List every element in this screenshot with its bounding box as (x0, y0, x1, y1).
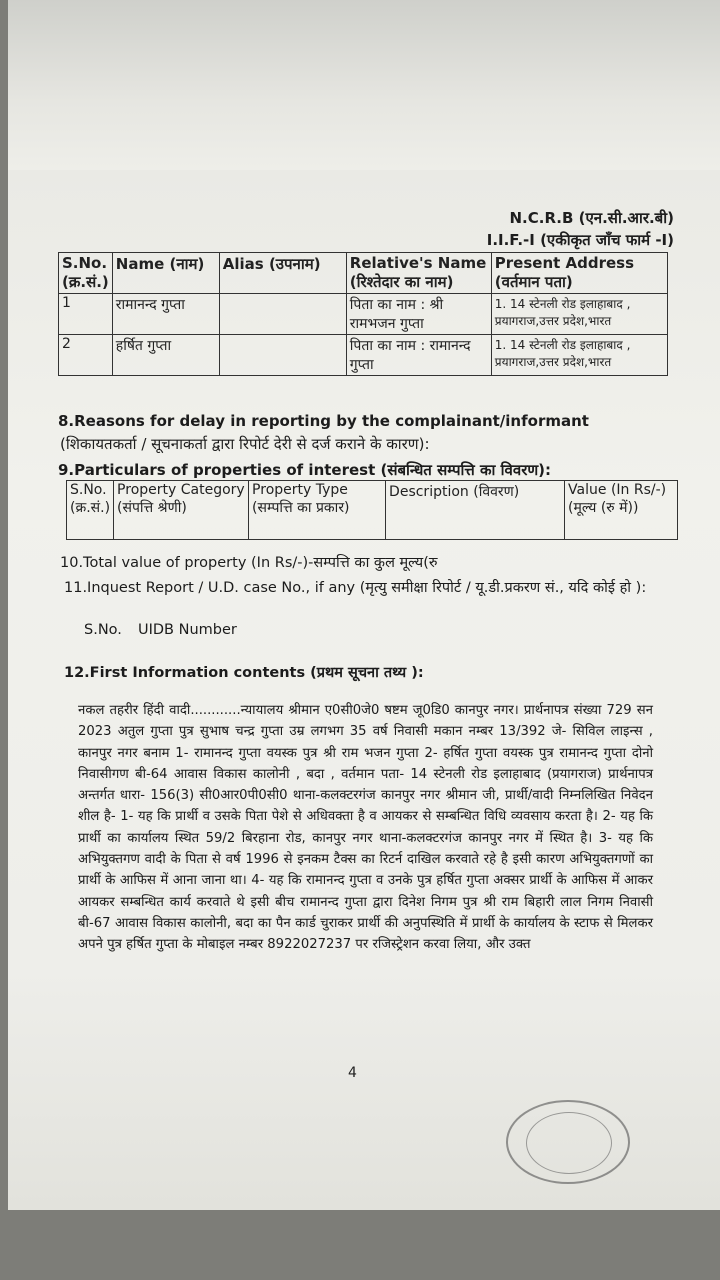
section-11-sno: S.No. (84, 622, 122, 638)
col-description: Description (विवरण) (386, 481, 565, 540)
table-row (59, 294, 668, 335)
cell-name: हर्षित गुप्ता (112, 335, 219, 376)
cell-alias (219, 294, 346, 335)
cell-relative: पिता का नाम : श्री रामभजन गुप्ता (346, 294, 491, 335)
iif-header: I.I.F.-I (एकीकृत जाँच फार्म -I) (486, 231, 674, 249)
cell-name: रामानन्द गुप्ता (112, 294, 219, 335)
official-seal-stamp (506, 1100, 630, 1184)
cell-sno: 1 (59, 294, 113, 335)
col-sno: S.No. (क्र.सं.) (59, 253, 113, 294)
page-number: 4 (348, 1065, 357, 1081)
section-12-title: 12.First Information contents (प्रथम सूचना तथ्य ): (64, 665, 424, 681)
section-11-uidb: UIDB Number (138, 622, 237, 638)
ncrb-header: N.C.R.B (एन.सी.आर.बी) (509, 209, 674, 227)
col-sno: S.No. (क्र.सं.) (67, 481, 114, 540)
cell-alias (219, 335, 346, 376)
accused-table (58, 252, 668, 376)
col-relative: Relative's Name (रिश्तेदार का नाम) (346, 253, 491, 294)
cell-address: 1. 14 स्टेनली रोड इलाहाबाद , प्रयागराज,उत्तर प्रदेश,भारत (491, 294, 667, 335)
cell-relative: पिता का नाम : रामानन्द गुप्ता (346, 335, 491, 376)
col-address: Present Address (वर्तमान पता) (491, 253, 667, 294)
document-page (8, 0, 720, 1210)
section-10: 10.Total value of property (In Rs/-)-सम्पत्ति का कुल मूल्य(रु (60, 555, 438, 571)
col-type: Property Type (सम्पत्ति का प्रकार) (249, 481, 386, 540)
table-row (59, 335, 668, 376)
section-11-title: 11.Inquest Report / U.D. case No., if any (मृत्यु समीक्षा रिपोर्ट / यू.डी.प्रकरण सं., यदि कोई हो ): (64, 580, 647, 596)
first-information-text: नकल तहरीर हिंदी वादी............न्यायालय श्रीमान ए0सी0जे0 षष्टम जू0डि0 कानपुर नगर। प्रार्थनापत्र संख्या 729 सन 2023 अतुल गुप्ता पुत्र सुभाष चन्द्र गुप्ता उम्र लगभग 35 वर्ष निवासी मकान नम्बर 13/392 जे- सिविल लाइन्स , कानपुर नगर बनाम 1- रामानन्द गुप्ता वयस्क पुत्र श्री राम भजन गुप्ता 2- हर्षित गुप्ता वयस्क पुत्र रामानन्द गुप्ता दोनो निवासीगण बी-64 आवास विकास कालोनी , बदा , वर्तमान पता- 14 स्टेनली रोड इलाहाबाद (प्रयागराज) प्रार्थनापत्र अन्तर्गत धारा- 156(3) सी0आर0पी0सी0 थाना-कलक्टरगंज कानपुर नगर श्रीमान जी, प्रार्थी/वादी निम्नलिखित निवेदन शील है- 1- यह कि प्रार्थी व उसके पिता पेशे से अधिवक्ता है व आयकर से सम्बन्धित विधि व्यवसाय करता है। 2- यह कि प्रार्थी का कार्यालय स्थित 59/2 बिरहाना रोड, कानपुर नगर थाना-कलक्टरगंज कानपुर नगर में स्थित है। 3- यह कि अभियुक्तगण वादी के पिता से वर्ष 1996 से इनकम टैक्स का रिटर्न दाखिल करवाते रहे है इसी कारण अभियुक्तगणों का प्रार्थी के आफिस में आना जाना था। 4- यह कि रामानन्द गुप्ता व उनके पुत्र हर्षित गुप्ता अक्सर प्रार्थी के आफिस में आकर आयकर सम्बन्धित कार्य करवाते थे इसी बीच रामानन्द गुप्ता द्वारा दिनेश निगम पुत्र श्री राम बिहारी लाल निगम निवासी बी-67 आवास विकास कालोनी, बदा का पैन कार्ड चुराकर प्रार्थी की अनुपस्थिति में प्रार्थी के कार्यालय के स्टाफ से मिलकर अपने पुत्र हर्षित गुप्ता के मोबाइल नम्बर 8922027237 पर रजिस्ट्रेशन करवा लिया, और उक्त (78, 703, 653, 953)
page-fold-shadow (8, 0, 720, 170)
cell-sno: 2 (59, 335, 113, 376)
section-8-subtitle: (शिकायतकर्ता / सूचनाकर्ता द्वारा रिपोर्ट देरी से दर्ज कराने के कारण): (60, 435, 430, 453)
section-9-title: 9.Particulars of properties of interest (संबन्धित सम्पत्ति का विवरण): (58, 461, 552, 479)
property-table (66, 480, 678, 540)
col-category: Property Category (संपत्ति श्रेणी) (114, 481, 249, 540)
col-value: Value (In Rs/-) (मूल्य (रु में)) (565, 481, 678, 540)
col-alias: Alias (उपनाम) (219, 253, 346, 294)
col-name: Name (नाम) (112, 253, 219, 294)
section-8-title: 8.Reasons for delay in reporting by the complainant/informant (58, 412, 589, 430)
cell-address: 1. 14 स्टेनली रोड इलाहाबाद , प्रयागराज,उत्तर प्रदेश,भारत (491, 335, 667, 376)
